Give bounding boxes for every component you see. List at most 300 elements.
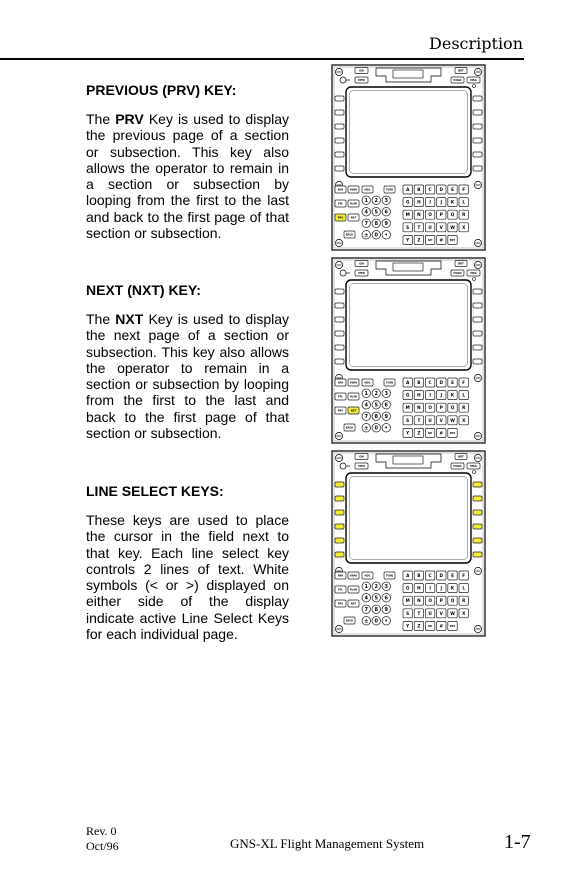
line-select-key-right: [473, 317, 482, 322]
tune-key: [384, 186, 395, 193]
alpha-key: [437, 403, 446, 412]
alpha-key: [437, 198, 446, 207]
line-select-key-left: [335, 303, 344, 308]
svg-text:Z: Z: [417, 623, 421, 629]
svg-text:ON: ON: [359, 262, 364, 266]
section-heading: LINE SELECT KEYS:: [86, 483, 224, 499]
alpha-key: [448, 223, 457, 232]
svg-text:X: X: [462, 224, 466, 230]
numeric-key: [372, 605, 381, 614]
numeric-key: [372, 389, 381, 398]
svg-text:MFD: MFD: [358, 464, 365, 468]
svg-text:2: 2: [374, 584, 378, 591]
svg-text:3: 3: [384, 584, 388, 591]
plan-key: [348, 586, 359, 593]
plan-key: [348, 393, 359, 400]
svg-text:HOLD: HOLD: [453, 464, 462, 468]
numeric-key: [382, 219, 391, 228]
cdu-housing-window: [393, 70, 423, 78]
svg-text:•: •: [384, 618, 388, 625]
numeric-key: [362, 401, 371, 410]
alpha-key: [448, 210, 457, 219]
screw-icon: [335, 239, 342, 246]
svg-text:P: P: [439, 212, 443, 218]
alpha-key: [403, 235, 412, 244]
svg-text:SP: SP: [427, 623, 433, 628]
svg-text:S: S: [406, 610, 410, 616]
back-key: [344, 617, 355, 624]
svg-text:7: 7: [364, 607, 368, 614]
svg-text:6: 6: [384, 595, 388, 602]
svg-text:C: C: [428, 380, 432, 386]
nav-key: [335, 186, 346, 193]
line-select-key-right: [473, 524, 482, 529]
svg-text:W: W: [450, 417, 455, 423]
svg-text:U: U: [428, 224, 432, 230]
svg-text:HOLD: HOLD: [453, 78, 462, 82]
svg-text:H: H: [417, 585, 421, 591]
alpha-key: [425, 391, 434, 400]
svg-text:7: 7: [364, 414, 368, 421]
svg-text:W: W: [450, 224, 455, 230]
svg-text:F: F: [462, 573, 466, 579]
svg-text:V: V: [439, 417, 443, 423]
back-key: [344, 424, 355, 431]
section-heading: PREVIOUS (PRV) KEY:: [86, 82, 237, 98]
svg-text:L: L: [462, 199, 466, 205]
alpha-key: [459, 584, 468, 593]
svg-text:L: L: [462, 392, 466, 398]
svg-text:D: D: [439, 187, 444, 193]
numeric-key: [362, 196, 371, 205]
alpha-key: [448, 621, 457, 630]
svg-text:SP: SP: [427, 237, 433, 242]
svg-text:8: 8: [374, 414, 378, 421]
svg-text:J: J: [440, 199, 443, 205]
line-select-key-left: [335, 496, 344, 501]
svg-text:F: F: [462, 187, 466, 193]
svg-text:±: ±: [364, 425, 369, 432]
svg-text:G: G: [405, 392, 410, 398]
vnav-key: [348, 186, 359, 193]
screw-icon: [474, 68, 481, 75]
svg-text:O: O: [428, 405, 432, 411]
svg-text:BACK: BACK: [345, 233, 354, 237]
section-line-select-keys: [86, 483, 289, 642]
numeric-key: [382, 231, 391, 240]
svg-text:±: ±: [364, 232, 369, 239]
svg-text:K: K: [450, 199, 455, 205]
svg-text:NAV: NAV: [337, 381, 344, 385]
fpl-key: [335, 586, 346, 593]
alpha-key: [425, 378, 434, 387]
alpha-key: [459, 571, 468, 580]
mfd-key: [355, 463, 368, 469]
on-key: [355, 454, 368, 460]
svg-text:•: •: [384, 232, 388, 239]
svg-text:4: 4: [364, 209, 368, 216]
alpha-key: [437, 609, 446, 618]
line-select-key-right: [473, 552, 482, 557]
numeric-key: [382, 208, 391, 217]
alpha-key: [459, 185, 468, 194]
vnav-key: [348, 572, 359, 579]
alpha-key: [448, 428, 457, 437]
svg-text:H: H: [417, 392, 421, 398]
cdu-diagram: [331, 257, 486, 444]
svg-text:Q: Q: [450, 212, 455, 218]
svg-text:B: B: [417, 573, 421, 579]
svg-text:M: M: [405, 212, 410, 218]
svg-text:I: I: [429, 392, 431, 398]
svg-text:Z: Z: [417, 237, 421, 243]
svg-text:T: T: [417, 417, 421, 423]
display-screen: [346, 473, 471, 563]
svg-text:#: #: [439, 430, 444, 436]
msg-key: [467, 77, 480, 83]
svg-text:9: 9: [384, 221, 388, 228]
alpha-key: [403, 378, 412, 387]
svg-text:VNAV: VNAV: [349, 381, 358, 385]
alpha-key: [437, 416, 446, 425]
svg-text:K: K: [450, 585, 455, 591]
line-select-key-right: [473, 152, 482, 157]
svg-text:Q: Q: [450, 405, 455, 411]
line-select-key-left: [335, 538, 344, 543]
numeric-key: [362, 617, 371, 626]
svg-text:PLAN: PLAN: [349, 395, 358, 399]
alpha-key: [414, 609, 423, 618]
indicator-icon: [473, 278, 476, 281]
alpha-key: [448, 378, 457, 387]
line-select-key-right: [473, 303, 482, 308]
svg-text:E: E: [451, 187, 454, 193]
svg-text:BRT: BRT: [458, 69, 464, 73]
svg-text:NXT: NXT: [350, 409, 357, 413]
msg-key: [467, 463, 480, 469]
tune-key: [384, 572, 395, 579]
section-body: These keys are used to place the cursor in the field next to that key. Each line select key controls 2 lines of text. White symbols (< or >) displayed on either side of the display indicate active Line Select Keys for each individual page.: [86, 512, 289, 643]
svg-text:3: 3: [384, 391, 388, 398]
svg-text:S: S: [406, 224, 410, 230]
svg-text:Q: Q: [450, 598, 455, 604]
alpha-key: [425, 416, 434, 425]
svg-text:NAV: NAV: [337, 574, 344, 578]
svg-text:HDG: HDG: [364, 381, 371, 385]
svg-text:W: W: [450, 610, 455, 616]
svg-text:±: ±: [364, 618, 369, 625]
svg-text:M: M: [405, 405, 410, 411]
line-select-key-left: [335, 331, 344, 336]
svg-text:N: N: [417, 598, 421, 604]
svg-text:#: #: [439, 623, 444, 629]
line-select-key-left: [335, 152, 344, 157]
alpha-key: [459, 609, 468, 618]
line-select-key-right: [473, 124, 482, 129]
svg-text:C: C: [428, 573, 432, 579]
svg-text:M: M: [405, 598, 410, 604]
svg-text:C: C: [428, 187, 432, 193]
numeric-key: [382, 196, 391, 205]
svg-text:A: A: [406, 573, 410, 579]
alpha-key: [403, 210, 412, 219]
numeric-key: [362, 389, 371, 398]
alpha-key: [459, 378, 468, 387]
svg-text:PLAN: PLAN: [349, 202, 358, 206]
section-title: Description: [429, 34, 523, 53]
on-key: [355, 261, 368, 267]
prv-key: [335, 407, 346, 414]
alpha-key: [403, 609, 412, 618]
svg-text:G: G: [405, 585, 410, 591]
alpha-key: [448, 235, 457, 244]
screw-icon: [474, 239, 481, 246]
line-select-key-right: [473, 96, 482, 101]
alpha-key: [437, 584, 446, 593]
plan-key: [348, 200, 359, 207]
alpha-key: [437, 235, 446, 244]
line-select-key-left: [335, 359, 344, 364]
svg-text:PRV: PRV: [337, 216, 344, 220]
svg-text:D: D: [439, 380, 444, 386]
svg-text:Y: Y: [406, 430, 410, 436]
line-select-key-right: [473, 289, 482, 294]
line-select-key-right: [473, 359, 482, 364]
line-select-key-right: [473, 345, 482, 350]
numeric-key: [382, 617, 391, 626]
alpha-key: [437, 378, 446, 387]
line-select-key-left: [335, 110, 344, 115]
alpha-key: [425, 235, 434, 244]
alpha-key: [425, 621, 434, 630]
section-heading: NEXT (NXT) KEY:: [86, 282, 201, 298]
numeric-key: [362, 605, 371, 614]
svg-text:0: 0: [374, 618, 378, 625]
msg-key: [467, 270, 480, 276]
alpha-key: [425, 584, 434, 593]
alpha-key: [448, 403, 457, 412]
header-rule: [0, 58, 524, 60]
svg-text:FPL: FPL: [338, 202, 343, 206]
alpha-key: [403, 416, 412, 425]
alpha-key: [414, 584, 423, 593]
numeric-key: [382, 594, 391, 603]
svg-text:MSG: MSG: [470, 464, 477, 468]
svg-text:X: X: [462, 610, 466, 616]
svg-text:V: V: [439, 610, 443, 616]
svg-text:T: T: [417, 224, 421, 230]
alpha-key: [437, 185, 446, 194]
svg-text:9: 9: [384, 607, 388, 614]
indicator-icon: [473, 471, 476, 474]
alpha-key: [425, 596, 434, 605]
screw-icon: [335, 454, 342, 461]
svg-text:TUNE: TUNE: [385, 381, 394, 385]
alpha-key: [425, 223, 434, 232]
svg-text:J: J: [440, 392, 443, 398]
alpha-key: [414, 391, 423, 400]
svg-text:PRV: PRV: [337, 602, 344, 606]
svg-text:PRV: PRV: [337, 409, 344, 413]
line-select-key-left: [335, 482, 344, 487]
manual-title: GNS-XL Flight Management System: [230, 836, 425, 851]
screw-icon: [474, 567, 481, 574]
hdg-key: [362, 572, 373, 579]
alpha-key: [414, 621, 423, 630]
nxt-key: [348, 407, 359, 414]
cdu-diagram: [331, 450, 486, 637]
alpha-key: [459, 403, 468, 412]
numeric-key: [362, 424, 371, 433]
tune-key: [384, 379, 395, 386]
alpha-key: [403, 198, 412, 207]
numeric-key: [372, 617, 381, 626]
svg-text:4: 4: [364, 595, 368, 602]
alpha-key: [414, 210, 423, 219]
svg-text:0: 0: [374, 425, 378, 432]
svg-text:ON: ON: [359, 455, 364, 459]
line-select-key-left: [335, 510, 344, 515]
alpha-key: [414, 185, 423, 194]
fpl-key: [335, 393, 346, 400]
alpha-key: [425, 210, 434, 219]
alpha-key: [459, 391, 468, 400]
alpha-key: [437, 596, 446, 605]
line-select-key-right: [473, 331, 482, 336]
line-select-key-left: [335, 166, 344, 171]
svg-text:R: R: [462, 598, 466, 604]
svg-text:Z: Z: [417, 430, 421, 436]
numeric-key: [372, 401, 381, 410]
alpha-key: [414, 428, 423, 437]
line-select-key-left: [335, 138, 344, 143]
nav-key: [335, 379, 346, 386]
svg-text:P: P: [439, 405, 443, 411]
display-screen: [346, 280, 471, 370]
svg-text:NAV: NAV: [337, 188, 344, 192]
nxt-key: [348, 600, 359, 607]
hdg-key: [362, 186, 373, 193]
svg-text:•: •: [384, 425, 388, 432]
numeric-key: [362, 231, 371, 240]
line-select-key-right: [473, 110, 482, 115]
numeric-key: [382, 424, 391, 433]
svg-text:U: U: [428, 417, 432, 423]
svg-text:#: #: [439, 237, 444, 243]
alpha-key: [414, 223, 423, 232]
svg-text:R: R: [462, 212, 466, 218]
svg-text:R: R: [462, 405, 466, 411]
svg-text:N: N: [417, 212, 421, 218]
svg-text:8: 8: [374, 221, 378, 228]
alpha-key: [459, 596, 468, 605]
vnav-key: [348, 379, 359, 386]
alpha-key: [403, 596, 412, 605]
alpha-key: [437, 210, 446, 219]
svg-text:8: 8: [374, 607, 378, 614]
back-key: [344, 231, 355, 238]
section-body: The PRV Key is used to display the previous page of a section or subsection. This key also allows the operator to remain in a section or subsection by looping from the first to the last and back to the first page of that section or subsection.: [86, 111, 290, 242]
nxt-key: [348, 214, 359, 221]
svg-text:2: 2: [374, 391, 378, 398]
numeric-key: [372, 424, 381, 433]
alpha-key: [459, 223, 468, 232]
svg-text:V: V: [439, 224, 443, 230]
svg-text:6: 6: [384, 209, 388, 216]
numeric-key: [372, 208, 381, 217]
mfd-key: [355, 270, 368, 276]
numeric-key: [382, 401, 391, 410]
svg-text:Y: Y: [406, 237, 410, 243]
svg-text:D: D: [439, 573, 444, 579]
numeric-key: [362, 208, 371, 217]
svg-text:J: J: [440, 585, 443, 591]
alpha-key: [425, 185, 434, 194]
alpha-key: [448, 391, 457, 400]
alpha-key: [437, 571, 446, 580]
hold-key: [451, 463, 464, 469]
line-select-key-left: [335, 289, 344, 294]
numeric-key: [372, 219, 381, 228]
alpha-key: [403, 621, 412, 630]
page-number: 1-7: [504, 831, 531, 853]
svg-text:O: O: [428, 212, 432, 218]
line-select-key-left: [335, 552, 344, 557]
svg-text:7: 7: [364, 221, 368, 228]
alpha-key: [437, 391, 446, 400]
alpha-key: [448, 609, 457, 618]
svg-text:O: O: [428, 598, 432, 604]
svg-text:9: 9: [384, 414, 388, 421]
line-select-key-left: [335, 317, 344, 322]
line-select-key-left: [335, 124, 344, 129]
svg-text:E: E: [451, 380, 454, 386]
svg-text:HOLD: HOLD: [453, 271, 462, 275]
numeric-key: [372, 594, 381, 603]
brt-key: [455, 454, 467, 460]
svg-text:NXT: NXT: [350, 602, 357, 606]
svg-text:ENT: ENT: [449, 238, 456, 242]
numeric-key: [372, 412, 381, 421]
numeric-key: [372, 231, 381, 240]
svg-text:6: 6: [384, 402, 388, 409]
svg-text:S: S: [406, 417, 410, 423]
screw-icon: [474, 181, 481, 188]
line-select-key-left: [335, 524, 344, 529]
svg-text:VNAV: VNAV: [349, 574, 358, 578]
svg-text:TUNE: TUNE: [385, 574, 394, 578]
alpha-key: [425, 403, 434, 412]
alpha-key: [414, 596, 423, 605]
screw-icon: [335, 261, 342, 268]
svg-text:X: X: [462, 417, 466, 423]
prv-key: [335, 214, 346, 221]
alpha-key: [414, 235, 423, 244]
svg-text:NXT: NXT: [350, 216, 357, 220]
alpha-key: [448, 185, 457, 194]
svg-text:ENT: ENT: [449, 624, 456, 628]
nav-key: [335, 572, 346, 579]
hold-key: [451, 270, 464, 276]
alpha-key: [403, 223, 412, 232]
svg-text:TUNE: TUNE: [385, 188, 394, 192]
svg-text:2: 2: [374, 198, 378, 205]
numeric-key: [382, 605, 391, 614]
revision-info: [86, 824, 119, 854]
cdu-housing-window: [393, 263, 423, 271]
section-body: The NXT Key is used to display the next page of a section or subsection. This key also allows the operator to remain in a section or subsection by looping from the first to the last and back to the first page of that section or subsection.: [86, 311, 289, 442]
svg-text:0: 0: [374, 232, 378, 239]
